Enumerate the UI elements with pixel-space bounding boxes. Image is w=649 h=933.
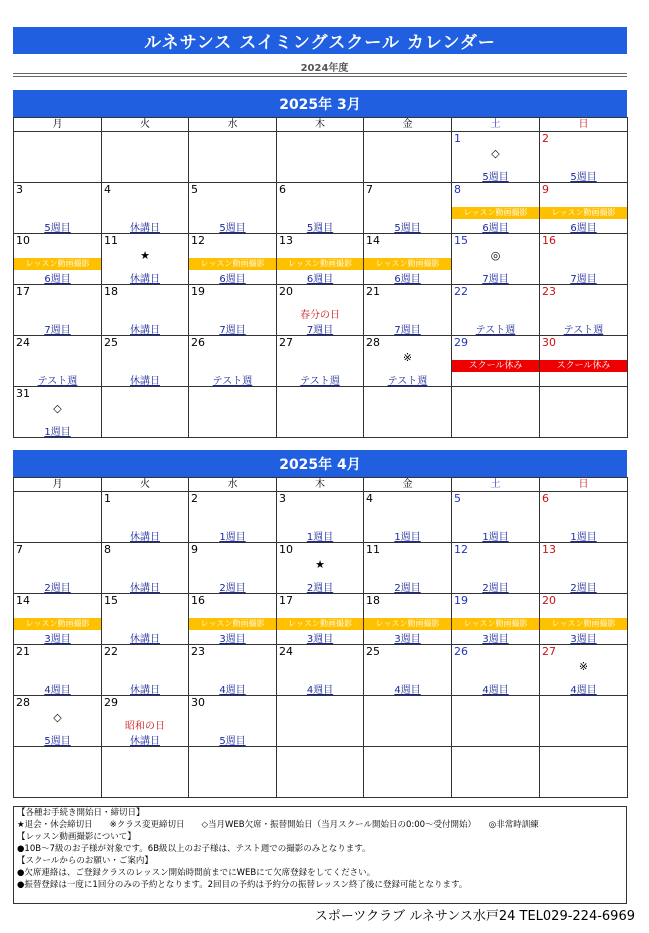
day-number: 5	[454, 492, 461, 505]
day-cell	[189, 132, 277, 183]
day-cell	[14, 387, 102, 438]
day-number: 22	[454, 285, 468, 298]
week-row	[14, 645, 628, 696]
week-row	[14, 183, 628, 234]
day-number: 2	[191, 492, 198, 505]
day-number: 1	[454, 132, 461, 145]
legend-box	[13, 806, 627, 904]
week-label: 3週目	[394, 634, 421, 645]
day-number: 6	[542, 492, 549, 505]
week-row	[14, 594, 628, 645]
fiscal-year-label: 2024年度	[300, 63, 349, 74]
day-cell	[277, 132, 364, 183]
day-cell	[364, 645, 452, 696]
day-number: 16	[191, 594, 205, 607]
day-number: 14	[16, 594, 30, 607]
weekday-header: 金	[364, 118, 452, 132]
day-number: 21	[16, 645, 30, 658]
day-cell	[102, 183, 189, 234]
holiday-label: 春分の日	[300, 310, 340, 321]
holiday-label: 昭和の日	[125, 721, 165, 732]
day-cell	[14, 594, 102, 645]
day-cell	[102, 645, 189, 696]
week-label: 7週目	[394, 325, 421, 336]
week-label: テスト週	[387, 376, 428, 387]
day-number: 31	[16, 387, 30, 400]
week-label: 3週目	[482, 634, 509, 645]
week-label: 7週目	[219, 325, 246, 336]
event-symbol: ※	[402, 351, 413, 364]
day-cell	[277, 696, 364, 747]
day-cell	[277, 747, 364, 798]
day-cell	[364, 492, 452, 543]
day-number: 19	[191, 285, 205, 298]
day-number: 9	[191, 543, 198, 556]
weekday-header: 月	[14, 478, 102, 492]
day-number: 12	[454, 543, 468, 556]
day-cell	[14, 132, 102, 183]
day-number: 28	[16, 696, 30, 709]
day-number: 14	[366, 234, 380, 247]
day-cell	[277, 543, 364, 594]
week-label: 5週目	[394, 223, 421, 234]
week-label: 1週目	[394, 532, 421, 543]
day-cell	[14, 543, 102, 594]
lesson-video-band: レッスン動画撮影	[14, 258, 101, 270]
day-number: 2	[542, 132, 549, 145]
week-row	[14, 492, 628, 543]
divider	[13, 73, 627, 74]
day-number: 13	[542, 543, 556, 556]
day-cell	[452, 285, 540, 336]
week-row	[14, 696, 628, 747]
month-title: 2025年 4月	[13, 450, 627, 477]
day-cell	[364, 747, 452, 798]
day-cell	[277, 387, 364, 438]
week-label: 5週目	[570, 172, 597, 183]
week-label: テスト週	[563, 325, 604, 336]
legend-line: 【各種お手続き開始日・締切日】	[17, 808, 145, 818]
week-label: 5週目	[219, 736, 246, 747]
day-cell	[102, 696, 189, 747]
week-row	[14, 234, 628, 285]
day-number: 11	[366, 543, 380, 556]
week-label: 3週目	[306, 634, 334, 645]
week-row	[14, 336, 628, 387]
day-number: 30	[191, 696, 205, 709]
day-cell	[540, 645, 628, 696]
event-symbol: ★	[140, 249, 150, 262]
day-cell	[189, 387, 277, 438]
month-title: 2025年 3月	[13, 90, 627, 117]
weekday-header: 日	[540, 118, 628, 132]
day-cell	[540, 696, 628, 747]
day-number: 29	[104, 696, 118, 709]
day-number: 26	[454, 645, 468, 658]
day-number: 20	[279, 285, 293, 298]
day-cell	[452, 645, 540, 696]
day-number: 7	[366, 183, 373, 196]
day-number: 6	[279, 183, 286, 196]
day-cell	[14, 645, 102, 696]
lesson-video-band: レッスン動画撮影	[277, 258, 363, 270]
day-cell	[452, 132, 540, 183]
week-label: 2週目	[570, 583, 597, 594]
week-label: 5週目	[482, 172, 509, 183]
weekday-header: 水	[189, 478, 277, 492]
day-cell	[14, 696, 102, 747]
day-cell	[102, 285, 189, 336]
week-label: 休講日	[130, 532, 160, 543]
day-cell	[452, 183, 540, 234]
week-row	[14, 543, 628, 594]
legend-line: ●10B～7級のお子様が対象です。6B級以上のお子様は、テスト週での撮影のみとなります。	[17, 844, 371, 854]
week-label: 2週目	[219, 583, 246, 594]
day-cell	[452, 696, 540, 747]
week-label: 4週目	[306, 685, 334, 696]
day-cell	[540, 336, 628, 387]
day-cell	[540, 387, 628, 438]
day-cell	[364, 696, 452, 747]
week-row	[14, 285, 628, 336]
day-number: 4	[104, 183, 111, 196]
day-number: 11	[104, 234, 118, 247]
day-number: 1	[104, 492, 111, 505]
day-cell	[102, 543, 189, 594]
day-cell	[364, 132, 452, 183]
day-number: 5	[191, 183, 198, 196]
day-cell	[14, 285, 102, 336]
day-number: 8	[104, 543, 111, 556]
event-symbol: ◇	[53, 711, 62, 724]
event-symbol: ◇	[491, 147, 500, 160]
day-number: 8	[454, 183, 461, 196]
day-cell	[452, 492, 540, 543]
week-label: 5週目	[219, 223, 246, 234]
week-label: テスト週	[37, 376, 78, 387]
day-number: 7	[16, 543, 23, 556]
day-cell	[14, 492, 102, 543]
day-cell	[540, 492, 628, 543]
week-label: 7週目	[44, 325, 71, 336]
week-label: 休講日	[130, 736, 160, 747]
day-cell	[364, 336, 452, 387]
week-label: 6週目	[482, 223, 509, 234]
day-cell	[102, 336, 189, 387]
week-label: 4週目	[44, 685, 71, 696]
day-cell	[189, 492, 277, 543]
week-label: 休講日	[130, 274, 160, 285]
week-label: 6週目	[306, 274, 334, 285]
day-number: 29	[454, 336, 468, 349]
day-cell	[277, 285, 364, 336]
day-cell	[277, 594, 364, 645]
week-label: 6週目	[44, 274, 71, 285]
day-number: 15	[104, 594, 118, 607]
day-cell	[452, 543, 540, 594]
school-closed-band: スクール休み	[452, 360, 539, 372]
day-number: 3	[16, 183, 23, 196]
weekday-header: 水	[189, 118, 277, 132]
day-cell	[14, 234, 102, 285]
day-cell	[540, 594, 628, 645]
week-label: 7週目	[482, 274, 509, 285]
calendar-grid	[13, 117, 628, 438]
week-label: 休講日	[130, 583, 160, 594]
footer-contact: スポーツクラブ ルネサンス水戸24 TEL029-224-6969	[314, 909, 635, 924]
lesson-video-band: レッスン動画撮影	[364, 618, 451, 630]
week-label: 1週目	[306, 532, 334, 543]
day-number: 20	[542, 594, 556, 607]
day-cell	[14, 336, 102, 387]
day-cell	[540, 747, 628, 798]
event-symbol: ◎	[490, 249, 501, 262]
day-cell	[540, 234, 628, 285]
week-label: テスト週	[475, 325, 516, 336]
lesson-video-band: レッスン動画撮影	[277, 618, 363, 630]
lesson-video-band: レッスン動画撮影	[452, 207, 539, 219]
weekday-header: 月	[14, 118, 102, 132]
weekday-header: 土	[452, 118, 540, 132]
day-number: 10	[279, 543, 293, 556]
day-number: 15	[454, 234, 468, 247]
day-cell	[102, 234, 189, 285]
day-cell	[189, 336, 277, 387]
week-label: 休講日	[130, 634, 160, 645]
event-symbol: ◇	[53, 402, 62, 415]
weekday-header: 土	[452, 478, 540, 492]
day-cell	[277, 645, 364, 696]
lesson-video-band: レッスン動画撮影	[540, 618, 627, 630]
week-label: 4週目	[482, 685, 509, 696]
day-cell	[189, 285, 277, 336]
week-row	[14, 132, 628, 183]
day-number: 19	[454, 594, 468, 607]
weekday-header: 火	[102, 118, 189, 132]
legend-line: 【スクールからのお願い・ご案内】	[17, 856, 153, 866]
weekday-header: 木	[277, 118, 364, 132]
day-number: 16	[542, 234, 556, 247]
day-cell	[14, 747, 102, 798]
lesson-video-band: レッスン動画撮影	[540, 207, 627, 219]
day-number: 4	[366, 492, 373, 505]
day-cell	[189, 645, 277, 696]
calendar-grid	[13, 477, 628, 798]
week-label: 1週目	[219, 532, 246, 543]
day-cell	[102, 387, 189, 438]
day-cell	[452, 336, 540, 387]
lesson-video-band: レッスン動画撮影	[14, 618, 101, 630]
lesson-video-band: レッスン動画撮影	[189, 258, 276, 270]
week-label: 3週目	[44, 634, 71, 645]
day-cell	[189, 594, 277, 645]
day-cell	[540, 285, 628, 336]
week-label: 7週目	[570, 274, 597, 285]
day-number: 17	[16, 285, 30, 298]
day-cell	[277, 336, 364, 387]
weekday-header: 火	[102, 478, 189, 492]
week-label: 3週目	[219, 634, 246, 645]
day-number: 13	[279, 234, 293, 247]
calendar-march	[13, 90, 627, 438]
week-label: 1週目	[570, 532, 597, 543]
day-cell	[364, 543, 452, 594]
day-number: 25	[104, 336, 118, 349]
event-symbol: ★	[315, 558, 325, 571]
week-label: テスト週	[300, 376, 340, 387]
day-number: 25	[366, 645, 380, 658]
day-number: 24	[279, 645, 293, 658]
week-label: 休講日	[130, 325, 160, 336]
day-cell	[14, 183, 102, 234]
weekday-header: 木	[277, 478, 364, 492]
page-title: ルネサンス スイミングスクール カレンダー	[13, 27, 627, 54]
week-row	[14, 747, 628, 798]
day-cell	[452, 747, 540, 798]
day-cell	[540, 132, 628, 183]
day-cell	[277, 234, 364, 285]
day-cell	[277, 492, 364, 543]
day-number: 18	[104, 285, 118, 298]
day-number: 12	[191, 234, 205, 247]
day-number: 24	[16, 336, 30, 349]
day-number: 9	[542, 183, 549, 196]
day-number: 23	[191, 645, 205, 658]
day-cell	[452, 594, 540, 645]
week-label: 6週目	[570, 223, 597, 234]
legend-line: ★退会・休会締切日 ※クラス変更締切日 ◇当月WEB欠席・振替開始日（当月スクール開始日の0:00～受付開始） ◎非常時訓練	[17, 820, 539, 830]
week-label: 2週目	[44, 583, 71, 594]
week-label: 1週目	[482, 532, 509, 543]
week-label: 5週目	[44, 736, 71, 747]
week-label: 休講日	[130, 685, 160, 696]
weekday-header: 日	[540, 478, 628, 492]
day-cell	[102, 594, 189, 645]
day-number: 3	[279, 492, 286, 505]
lesson-video-band: レッスン動画撮影	[452, 618, 539, 630]
day-cell	[102, 747, 189, 798]
week-label: 休講日	[130, 223, 160, 234]
day-number: 27	[542, 645, 556, 658]
day-number: 26	[191, 336, 205, 349]
day-cell	[364, 387, 452, 438]
day-cell	[540, 543, 628, 594]
day-cell	[364, 234, 452, 285]
legend-line: ●欠席連絡は、ご登録クラスのレッスン開始時間前までにWEBにて欠席登録をしてください。	[17, 868, 376, 878]
week-label: 2週目	[306, 583, 334, 594]
week-label: 5週目	[44, 223, 71, 234]
week-label: 4週目	[570, 685, 597, 696]
day-number: 17	[279, 594, 293, 607]
week-label: 4週目	[219, 685, 246, 696]
day-number: 21	[366, 285, 380, 298]
day-cell	[277, 183, 364, 234]
day-cell	[540, 183, 628, 234]
day-cell	[189, 234, 277, 285]
week-label: 休講日	[130, 376, 160, 387]
calendar-april	[13, 450, 627, 798]
school-closed-band: スクール休み	[540, 360, 627, 372]
day-number: 18	[366, 594, 380, 607]
divider	[13, 76, 627, 77]
day-cell	[102, 132, 189, 183]
day-cell	[452, 234, 540, 285]
legend-line: ●振替登録は一度に1回分のみの予約となります。2回目の予約は予約分の振替レッスン終了後に登録可能となります。	[17, 880, 468, 890]
day-number: 27	[279, 336, 293, 349]
week-row	[14, 387, 628, 438]
day-number: 10	[16, 234, 30, 247]
day-cell	[364, 183, 452, 234]
day-cell	[189, 747, 277, 798]
day-cell	[364, 285, 452, 336]
day-cell	[189, 696, 277, 747]
week-label: 7週目	[306, 325, 334, 336]
week-label: 6週目	[394, 274, 421, 285]
lesson-video-band: レッスン動画撮影	[364, 258, 451, 270]
weekday-header: 金	[364, 478, 452, 492]
week-label: 2週目	[482, 583, 509, 594]
day-number: 23	[542, 285, 556, 298]
week-label: 3週目	[570, 634, 597, 645]
week-label: 5週目	[306, 223, 334, 234]
week-label: 4週目	[394, 685, 421, 696]
week-label: 1週目	[44, 427, 71, 438]
day-cell	[189, 183, 277, 234]
day-cell	[189, 543, 277, 594]
legend-line: 【レッスン動画撮影について】	[17, 832, 136, 842]
day-number: 28	[366, 336, 380, 349]
day-cell	[452, 387, 540, 438]
day-number: 22	[104, 645, 118, 658]
week-label: テスト週	[212, 376, 253, 387]
day-number: 30	[542, 336, 556, 349]
day-cell	[102, 492, 189, 543]
event-symbol: ※	[578, 660, 589, 673]
lesson-video-band: レッスン動画撮影	[189, 618, 276, 630]
week-label: 6週目	[219, 274, 246, 285]
week-label: 2週目	[394, 583, 421, 594]
day-cell	[364, 594, 452, 645]
